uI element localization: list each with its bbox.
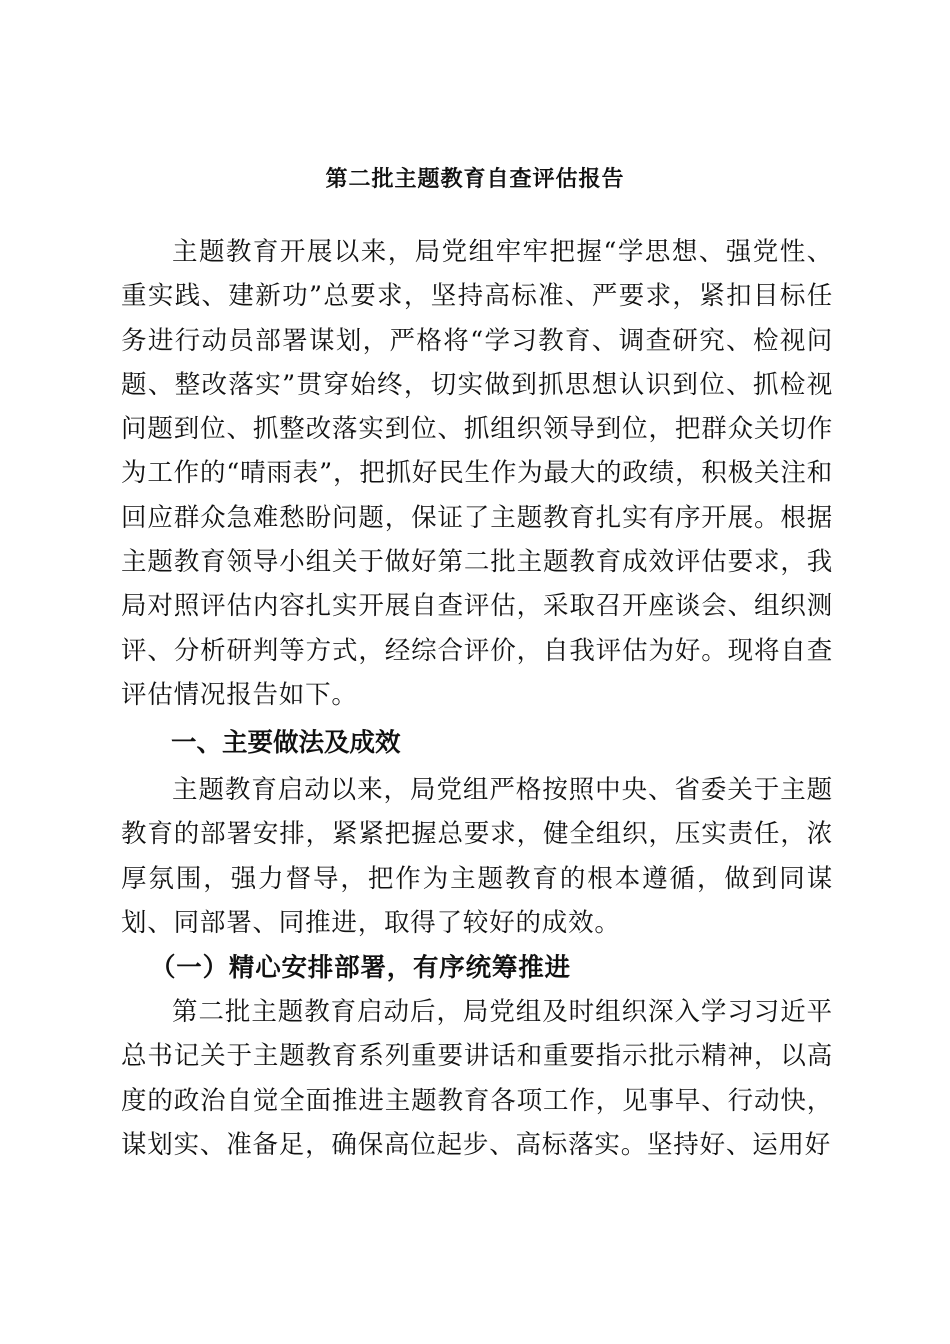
document-title: 第二批主题教育自查评估报告 (325, 165, 625, 192)
intro-paragraph: 主题教育开展以来，局党组牢牢把握“学思想、强党性、重实践、建新功”总要求，坚持高标准、严要求，紧扣目标任务进行动员部署谋划，严格将“学习教育、调查研究、检视问题、整改落实”贯穿始终，切实做到抓思想认识到位、抓检视问题到位、抓整改落实到位、抓组织领导到位，把群众关切作为工作的“晴雨表”，把抓好民生作为最大的政绩，积极关注和回应群众急难愁盼问题，保证了主题教育扎实有序开展。根据主题教育领导小组关于做好第二批主题教育成效评估要求，我局对照评估内容扎实开展自查评估，采取召开座谈会、组织测评、分析研判等方式，经综合评价，自我评估为好。现将自查评估情况报告如下。 (121, 237, 833, 710)
section-paragraph: 主题教育启动以来，局党组严格按照中央、省委关于主题教育的部署安排，紧紧把握总要求，健全组织，压实责任，浓厚氛围，强力督导，把作为主题教育的根本遵循，做到同谋划、同部署、同推进，取得了较好的成效。 (121, 775, 833, 938)
subsection-heading-planning: （一）精心安排部署，有序统筹推进 (150, 953, 571, 983)
section-heading-main-practices: 一、主要做法及成效 (171, 728, 401, 758)
subsection-paragraph: 第二批主题教育启动后，局党组及时组织深入学习习近平总书记关于主题教育系列重要讲话和重要指示批示精神，以高度的政治自觉全面推进主题教育各项工作，见事早、行动快，谋划实、准备足，确保高位起步、高标落实。坚持好、运用好 (121, 997, 833, 1160)
